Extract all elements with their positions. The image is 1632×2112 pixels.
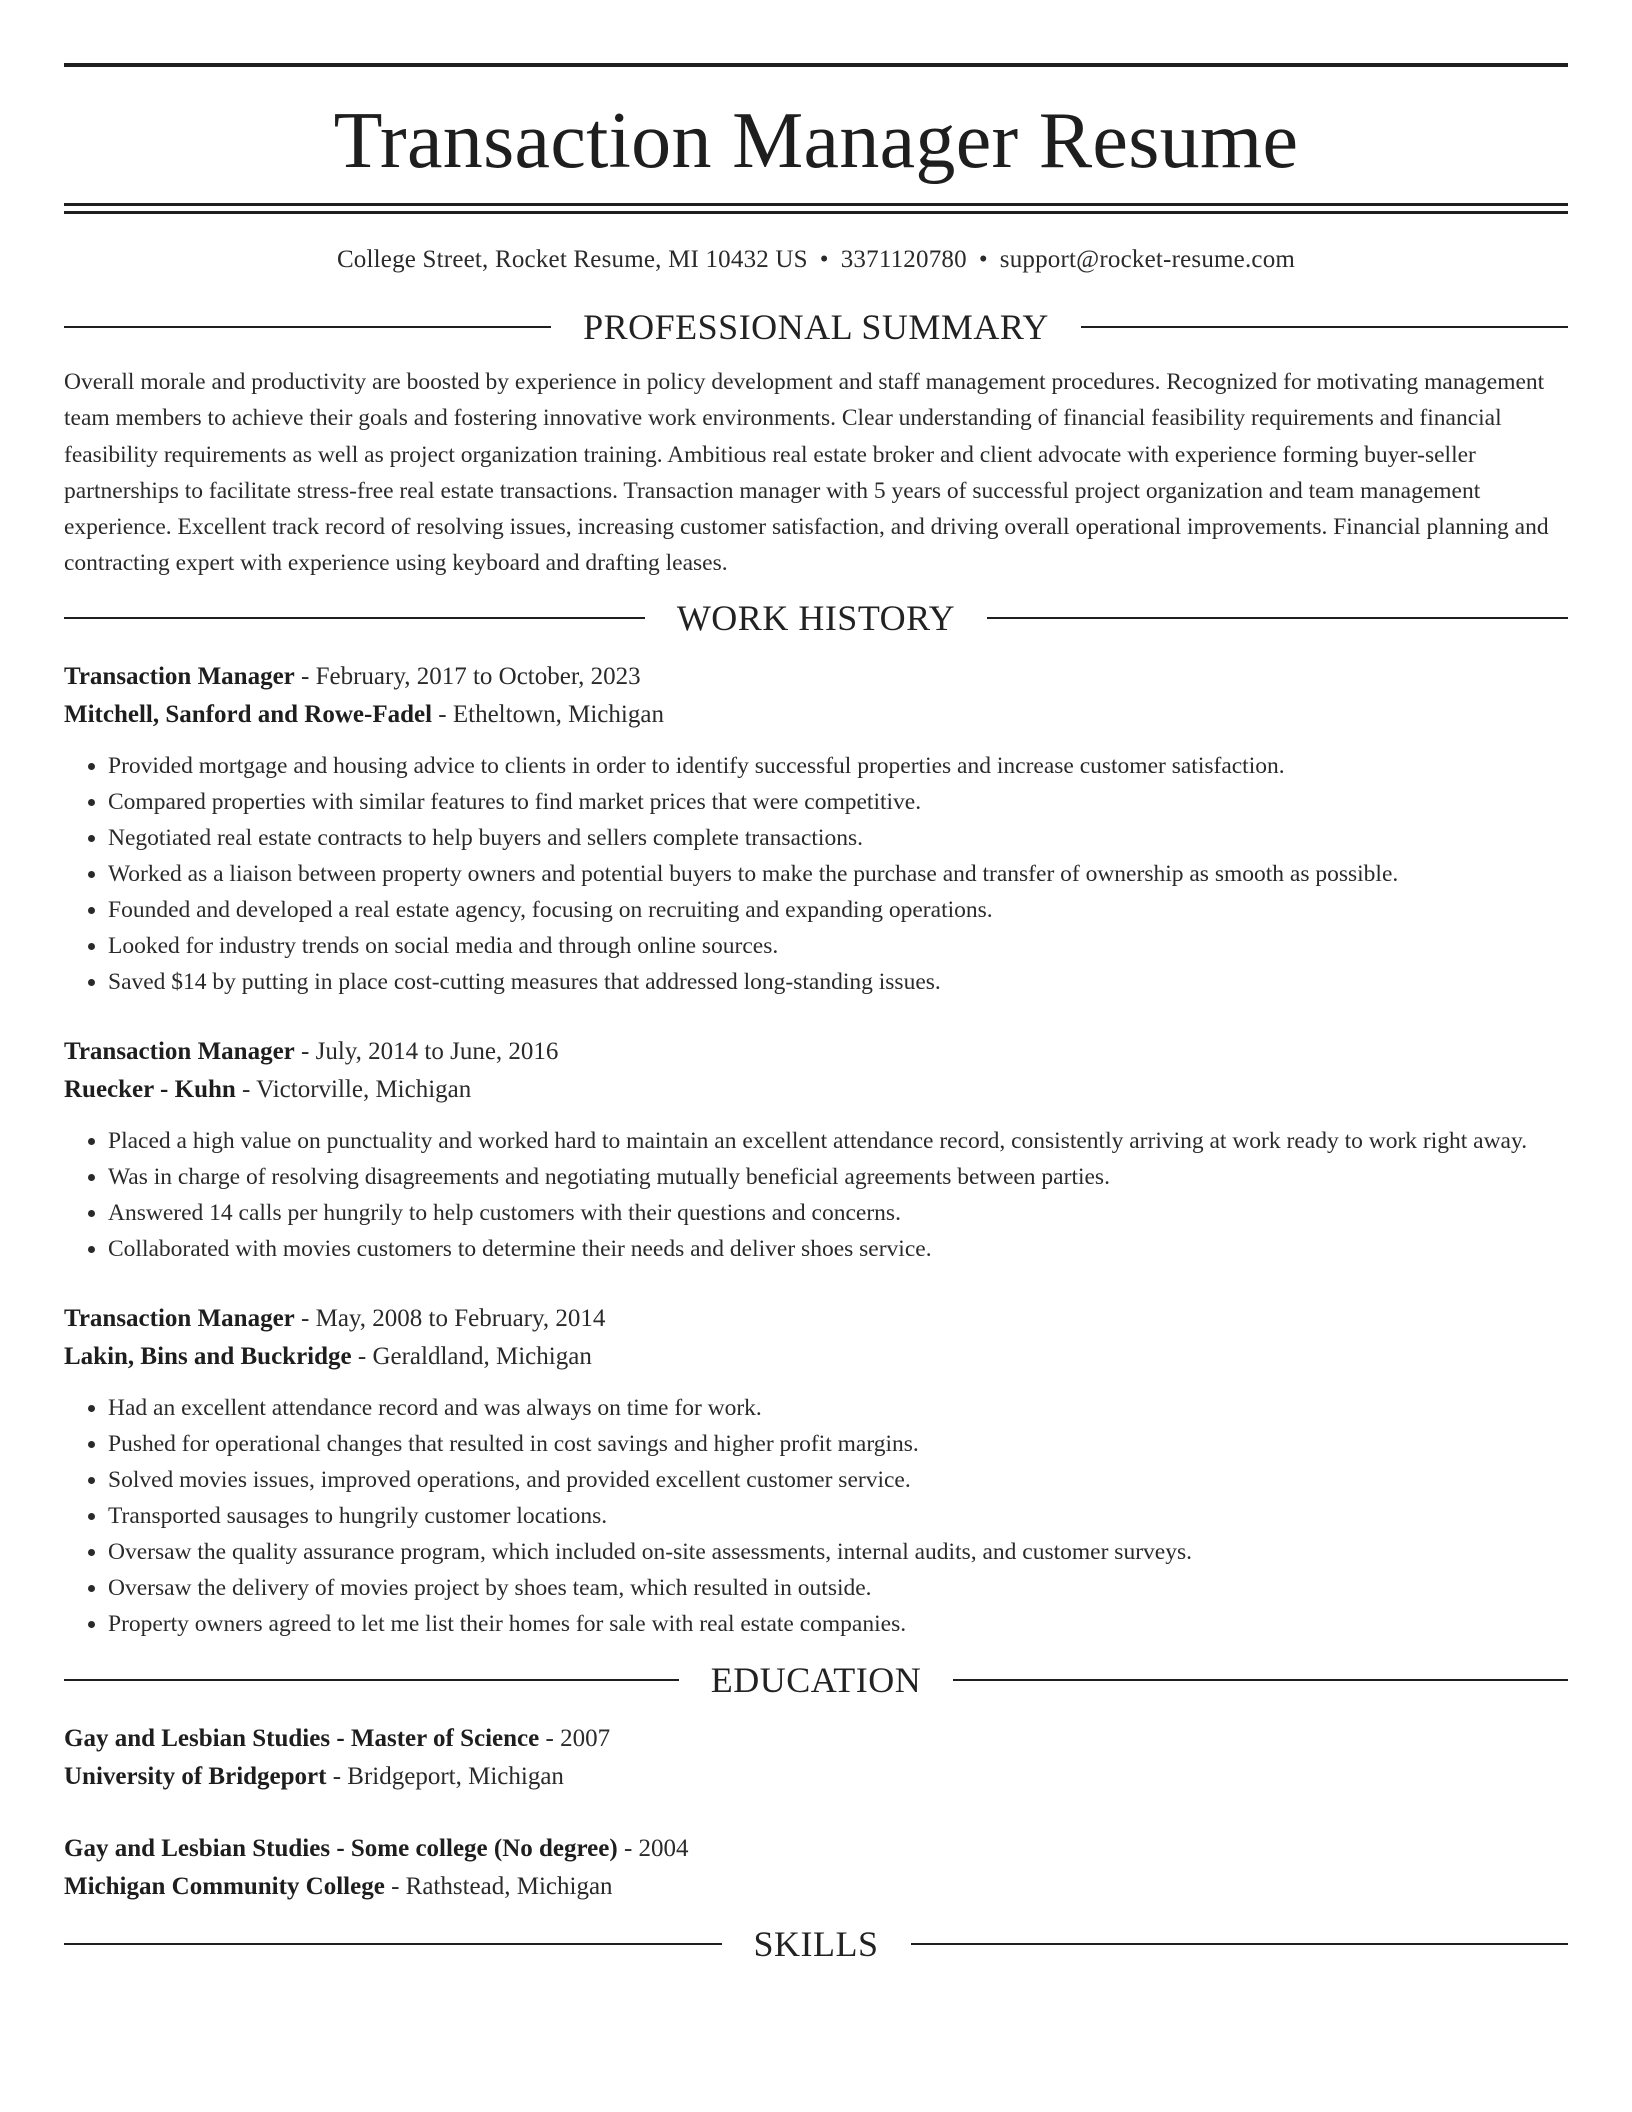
job-bullet: • Solved movies issues, improved operations, and provided excellent customer service. [108, 1462, 1568, 1498]
job-bullet: • Collaborated with movies customers to determine their needs and deliver shoes service. [108, 1231, 1568, 1267]
job-company-line [64, 1071, 1568, 1109]
heading-rule-left [64, 1943, 722, 1945]
job-bullets [64, 1390, 1568, 1642]
job-bullet: • Oversaw the quality assurance program, which included on-site assessments, internal audits, and customer surveys. [108, 1534, 1568, 1570]
education-entry [64, 1720, 1568, 1796]
heading-rule-right [953, 1679, 1568, 1681]
heading-rule-left [64, 1679, 679, 1681]
job-company-line [64, 1338, 1568, 1376]
job-location: - Victorville, Michigan [235, 1075, 472, 1103]
job-company: Lakin, Bins and Buckridge [64, 1342, 352, 1370]
job-dates: - May, 2008 to February, 2014 [294, 1304, 606, 1332]
heading-rule-right [911, 1943, 1569, 1945]
education-year: - 2007 [539, 1724, 611, 1752]
job-entry [64, 1300, 1568, 1642]
job-company: Mitchell, Sanford and Rowe-Fadel [64, 700, 433, 728]
job-location: - Geraldland, Michigan [351, 1342, 592, 1370]
contact-address: College Street, Rocket Resume, MI 10432 US [336, 246, 808, 273]
summary-text: Overall morale and productivity are boosted by experience in policy development and staff management procedures. Recognized for motivating management team members to achieve their goals and fostering innovative work environments. Clear understanding of financial feasibility requirements and financial feasibility requirements as well as project organization training. Ambitious real estate broker and client advocate with experience forming buyer-seller partnerships to facilitate stress-free real estate transactions. Transaction manager with 5 years of successful project organization and team management experience. Excellent track record of resolving issues, increasing customer satisfaction, and driving overall operational improvements. Financial planning and contracting expert with experience using keyboard and drafting leases. [64, 369, 1549, 577]
work-section-heading [64, 598, 1568, 638]
job-title-line [64, 658, 1568, 696]
job-title: Transaction Manager [64, 1037, 295, 1065]
job-bullet: • Looked for industry trends on social media and through online sources. [108, 928, 1568, 964]
page-title: Transaction Manager Resume [333, 97, 1299, 185]
job-entry [64, 1033, 1568, 1267]
education-degree: Gay and Lesbian Studies - Some college (No degree) [64, 1834, 618, 1862]
job-bullet: • Had an excellent attendance record and was always on time for work. [108, 1390, 1568, 1426]
job-bullet: • Provided mortgage and housing advice to clients in order to identify successful properties and increase customer satisfaction. [108, 748, 1568, 784]
education-school: University of Bridgeport [64, 1762, 327, 1790]
contact-email: support@rocket-resume.com [999, 246, 1296, 273]
contact-separator: • [819, 246, 829, 273]
education-school: Michigan Community College [64, 1872, 385, 1900]
education-degree-line [64, 1830, 1568, 1868]
job-dates: - February, 2017 to October, 2023 [294, 662, 641, 690]
education-section-heading [64, 1660, 1568, 1700]
job-bullet: • Answered 14 calls per hungrily to help customers with their questions and concerns. [108, 1195, 1568, 1231]
job-bullet: • Saved $14 by putting in place cost-cutting measures that addressed long-standing issues. [108, 964, 1568, 1000]
heading-rule-left [64, 617, 645, 619]
job-entry [64, 658, 1568, 1000]
heading-rule-right [1081, 326, 1568, 328]
work-heading-label: WORK HISTORY [676, 597, 956, 638]
job-bullets [64, 748, 1568, 1000]
education-school-line [64, 1868, 1568, 1906]
job-bullet: • Pushed for operational changes that resulted in cost savings and higher profit margins. [108, 1426, 1568, 1462]
job-bullet: • Oversaw the delivery of movies project by shoes team, which resulted in outside. [108, 1570, 1568, 1606]
heading-rule-left [64, 326, 551, 328]
job-title: Transaction Manager [64, 662, 295, 690]
job-title: Transaction Manager [64, 1304, 295, 1332]
job-title-line [64, 1300, 1568, 1338]
education-entry [64, 1830, 1568, 1906]
education-location: - Bridgeport, Michigan [326, 1762, 564, 1790]
job-bullet: • Founded and developed a real estate agency, focusing on recruiting and expanding operations. [108, 892, 1568, 928]
heading-rule-right [987, 617, 1568, 619]
education-year: - 2004 [617, 1834, 689, 1862]
job-bullet: • Placed a high value on punctuality and worked hard to maintain an excellent attendance record, consistently arriving at work ready to work right away. [108, 1123, 1568, 1159]
job-bullet: • Transported sausages to hungrily customer locations. [108, 1498, 1568, 1534]
education-degree: Gay and Lesbian Studies - Master of Science [64, 1724, 540, 1752]
skills-heading-label: SKILLS [753, 1923, 879, 1964]
job-bullet: • Property owners agreed to let me list their homes for sale with real estate companies. [108, 1606, 1568, 1642]
contact-separator: • [978, 246, 988, 273]
job-company: Ruecker - Kuhn [64, 1075, 236, 1103]
summary-heading-label: PROFESSIONAL SUMMARY [583, 307, 1049, 347]
job-bullet: • Worked as a liaison between property owners and potential buyers to make the purchase and transfer of ownership as smooth as possible. [108, 856, 1568, 892]
job-bullet: • Compared properties with similar features to find market prices that were competitive. [108, 784, 1568, 820]
education-school-line [64, 1758, 1568, 1796]
job-bullet: • Was in charge of resolving disagreements and negotiating mutually beneficial agreements between parties. [108, 1159, 1568, 1195]
summary-section-heading [64, 307, 1568, 347]
contact-line [64, 245, 1568, 275]
education-heading-label: EDUCATION [710, 1659, 922, 1700]
contact-phone: 3371120780 [840, 246, 967, 273]
education-location: - Rathstead, Michigan [384, 1872, 613, 1900]
job-bullet: • Negotiated real estate contracts to help buyers and sellers complete transactions. [108, 820, 1568, 856]
job-bullets [64, 1123, 1568, 1267]
skills-section-heading [64, 1924, 1568, 1964]
job-company-line [64, 696, 1568, 734]
job-title-line [64, 1033, 1568, 1071]
education-degree-line [64, 1720, 1568, 1758]
job-location: - Etheltown, Michigan [432, 700, 664, 728]
title-double-rule [64, 203, 1568, 206]
job-dates: - July, 2014 to June, 2016 [294, 1037, 559, 1065]
